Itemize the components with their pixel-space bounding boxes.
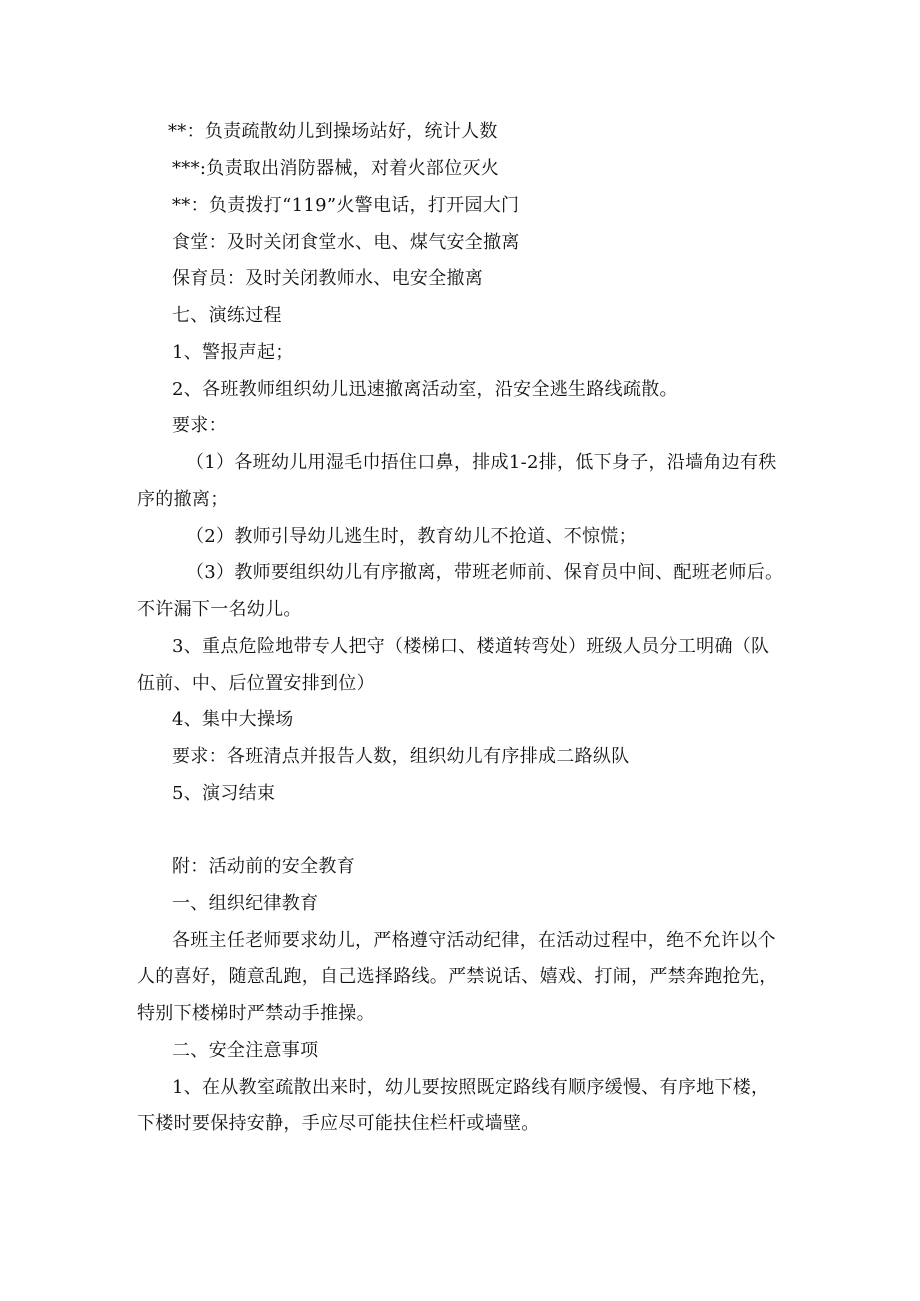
text-line: 要求：各班清点并报告人数，组织幼儿有序排成二路纵队 xyxy=(172,746,630,767)
section-heading: 附：活动前的安全教育 xyxy=(172,856,355,877)
section-heading: 一、组织纪律教育 xyxy=(172,893,319,914)
text-line: 5、演习结束 xyxy=(172,783,276,804)
text-line: 2、各班教师组织幼儿迅速撤离活动室，沿安全逃生路线疏散。 xyxy=(172,379,678,400)
text-line: 1、警报声起； xyxy=(172,342,294,363)
text-line: （2）教师引导幼儿逃生时，教育幼儿不抢道、不惊慌； xyxy=(186,526,637,547)
text-line: ***:负责取出消防器械，对着火部位灭火 xyxy=(172,158,500,179)
text-line: 保育员：及时关闭教师水、电安全撤离 xyxy=(172,268,484,289)
text-line: 特别下楼梯时严禁动手推操。 xyxy=(137,1003,375,1024)
text-line: 下楼时要保持安静，手应尽可能扶住栏杆或墙壁。 xyxy=(137,1113,540,1134)
section-heading: 七、演练过程 xyxy=(172,305,282,326)
text-line: 1、在从教室疏散出来时，幼儿要按照既定路线有顺序缓慢、有序地下楼， xyxy=(172,1077,770,1098)
text-line: **：负责拨打“119”火警电话，打开园大门 xyxy=(172,195,520,216)
text-line: 人的喜好，随意乱跑，自己选择路线。严禁说话、嬉戏、打闹，严禁奔跑抢先， xyxy=(137,966,778,987)
text-line: 序的撤离； xyxy=(137,489,229,510)
text-line: 各班主任老师要求幼儿，严格遵守活动纪律，在活动过程中，绝不允许以个 xyxy=(172,930,776,951)
text-line: **：负责疏散幼儿到操场站好，统计人数 xyxy=(168,121,498,142)
text-line: 不许漏下一名幼儿。 xyxy=(137,599,302,620)
text-line: （1）各班幼儿用湿毛巾捂住口鼻，排成1-2排，低下身子，沿墙角边有秩 xyxy=(186,452,777,473)
text-line: 4、集中大操场 xyxy=(172,709,294,730)
text-line: 要求： xyxy=(172,415,227,436)
text-line: （3）教师要组织幼儿有序撤离，带班老师前、保育员中间、配班老师后。 xyxy=(186,562,784,583)
text-line: 伍前、中、后位置安排到位） xyxy=(137,673,375,694)
text-line: 食堂：及时关闭食堂水、电、煤气安全撤离 xyxy=(172,232,520,253)
section-heading: 二、安全注意事项 xyxy=(172,1040,319,1061)
text-line: 3、重点危险地带专人把守（楼梯口、楼道转弯处）班级人员分工明确（队 xyxy=(172,636,770,657)
